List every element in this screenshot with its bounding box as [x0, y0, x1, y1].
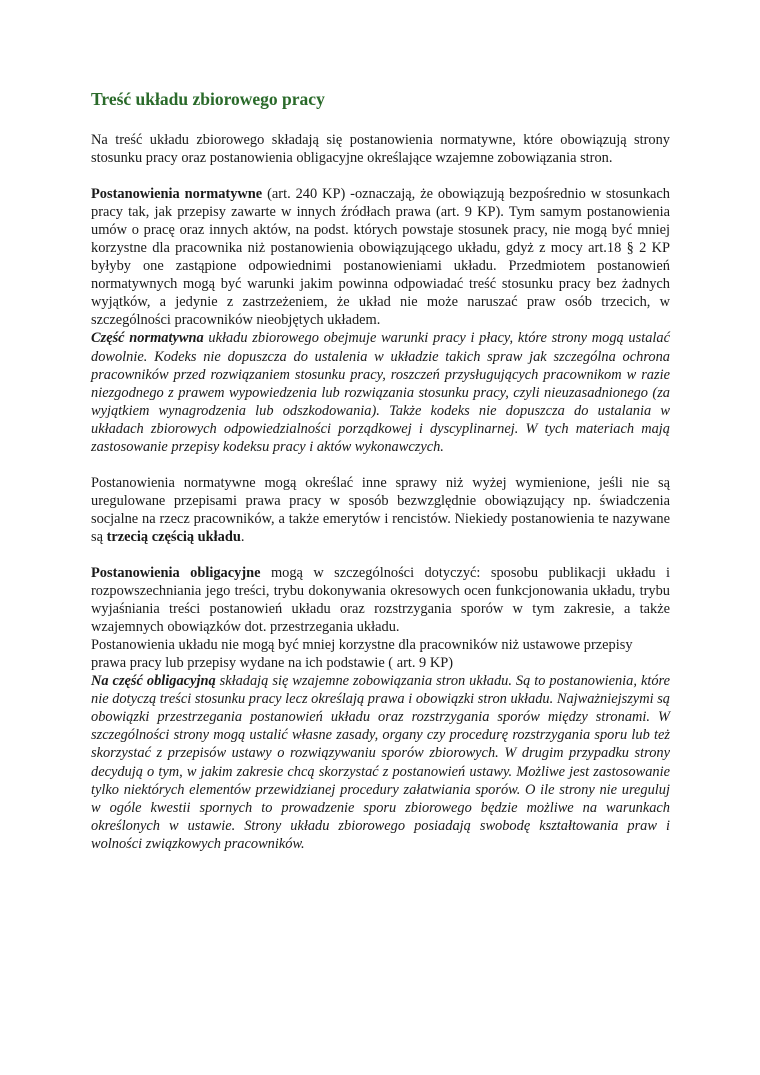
third-part-paragraph: [91, 474, 670, 546]
normative-paragraph: [91, 185, 670, 329]
obligational-part-paragraph: [91, 672, 670, 852]
normative-part-body: układu zbiorowego obejmuje warunki pracy i płacy, które strony mogą ustalać dowolnie. Kodeks nie dopuszcza do ustalenia w układzie takich spraw jak szczególna ochrona pracowników przed rozwiązaniem stosunku pracy, roszczeń przysługujących pracownikom w razie niezgodnego z prawem wypowiedzenia lub rozwiązania stosunku pracy, czyli nieuzasadnionego (za wyjątkiem wynagrodzenia lub odszkodowania). Także kodeks nie dopuszcza do ustalania w układach zbiorowych odpowiedzialności porządkowej i dyscyplinarnej. W tych materiach mają zastosowanie przepisy kodeksu pracy i aktów wykonawczych.: [91, 330, 671, 455]
obligational-paragraph: [91, 564, 670, 636]
third-part-end: .: [240, 528, 245, 545]
obligational-note: Postanowienia układu nie mogą być mniej korzystne dla pracowników niż ustawowe przepisy prawa pracy lub przepisy wydane na ich podstawie ( art. 9 KP): [91, 637, 633, 672]
obligational-lead: Postanowienia obligacyjne: [91, 564, 261, 581]
intro-paragraph: Na treść układu zbiorowego składają się postanowienia normatywne, które obowiązują strony stosunku pracy oraz postanowienia obligacyjne określające wzajemne zobowiązania stron.: [91, 132, 670, 167]
third-part-bold: trzecią częścią układu: [106, 528, 241, 545]
obligational-body: mogą w szczególności dotyczyć: sposobu publikacji układu i rozpowszechniania jego treści, trybu dokonywania okresowych ocen funkcjonowania układu, trybu wyjaśniania treści postanowień układu oraz rozstrzygania sporów w tym zakresie, a także wzajemnych obowiązków dot. przestrzegania układu.: [91, 564, 671, 636]
normative-lead: Postanowienia normatywne: [91, 186, 263, 203]
obligational-part-lead: Na część obligacyjną: [91, 673, 216, 690]
normative-part-lead: Część normatywna: [91, 330, 204, 347]
document-title: Treść układu zbiorowego pracy: [91, 89, 325, 109]
normative-body: (art. 240 KP) -oznaczają, że obowiązują bezpośrednio w stosunkach pracy tak, jak przepisy zawarte w innych źródłach prawa (art. 9 KP). Tym samym postanowienia umów o pracę oraz innych aktów, na podst. których powstaje stosunek pracy, nie mogą być mniej korzystne dla pracownika niż postanowienia obowiązującego układu, gdyż z mocy art.18 § 2 KP byłyby one zastąpione odpowiednimi postanowieniami układu. Przedmiotem postanowień normatywnych mogą być warunki jakim powinna odpowiadać treść stosunku pracy bez żadnych wyjątków, a jedynie z zastrzeżeniem, że układ nie może naruszać praw osób trzecich, w szczególności pracowników nieobjętych układem.: [91, 186, 670, 329]
normative-part-paragraph: [91, 329, 670, 455]
document-body: [91, 88, 670, 853]
third-part-body: Postanowienia normatywne mogą określać inne sprawy niż wyżej wymienione, jeśli nie są uregulowane przepisami prawa pracy w sposób bezwzględnie obowiązujący np. świadczenia socjalne na rzecz pracowników, a także emerytów i rencistów. Niekiedy postanowienia te nazywane są: [91, 474, 670, 545]
obligational-part-body: składają się wzajemne zobowiązania stron układu. Są to postanowienia, które nie dotyczą treści stosunku pracy lecz określają prawa i obowiązki stron układu. Najważniejszymi są obowiązki przestrzegania postanowień układu oraz rozstrzygania sporów między stronami. W szczególności strony mogą ustalić własne zasady, organy czy procedurę rozstrzygania sporu lub też skorzystać z przepisów ustawy o rozwiązywaniu sporów zbiorowych. W drugim przypadku strony decydują o tym, w jakim zakresie chcą skorzystać z postanowień ustawy. Możliwe jest zastosowanie tylko niektórych elementów przewidzianej procedury załatwiania sporów. O ile strony nie ureguluj w ogóle kwestii spornych to prowadzenie sporu zbiorowego będzie możliwe na warunkach określonych w ustawie. Strony układu zbiorowego posiadają swobodę kształtowania praw i wolności związkowych pracowników.: [91, 673, 670, 852]
